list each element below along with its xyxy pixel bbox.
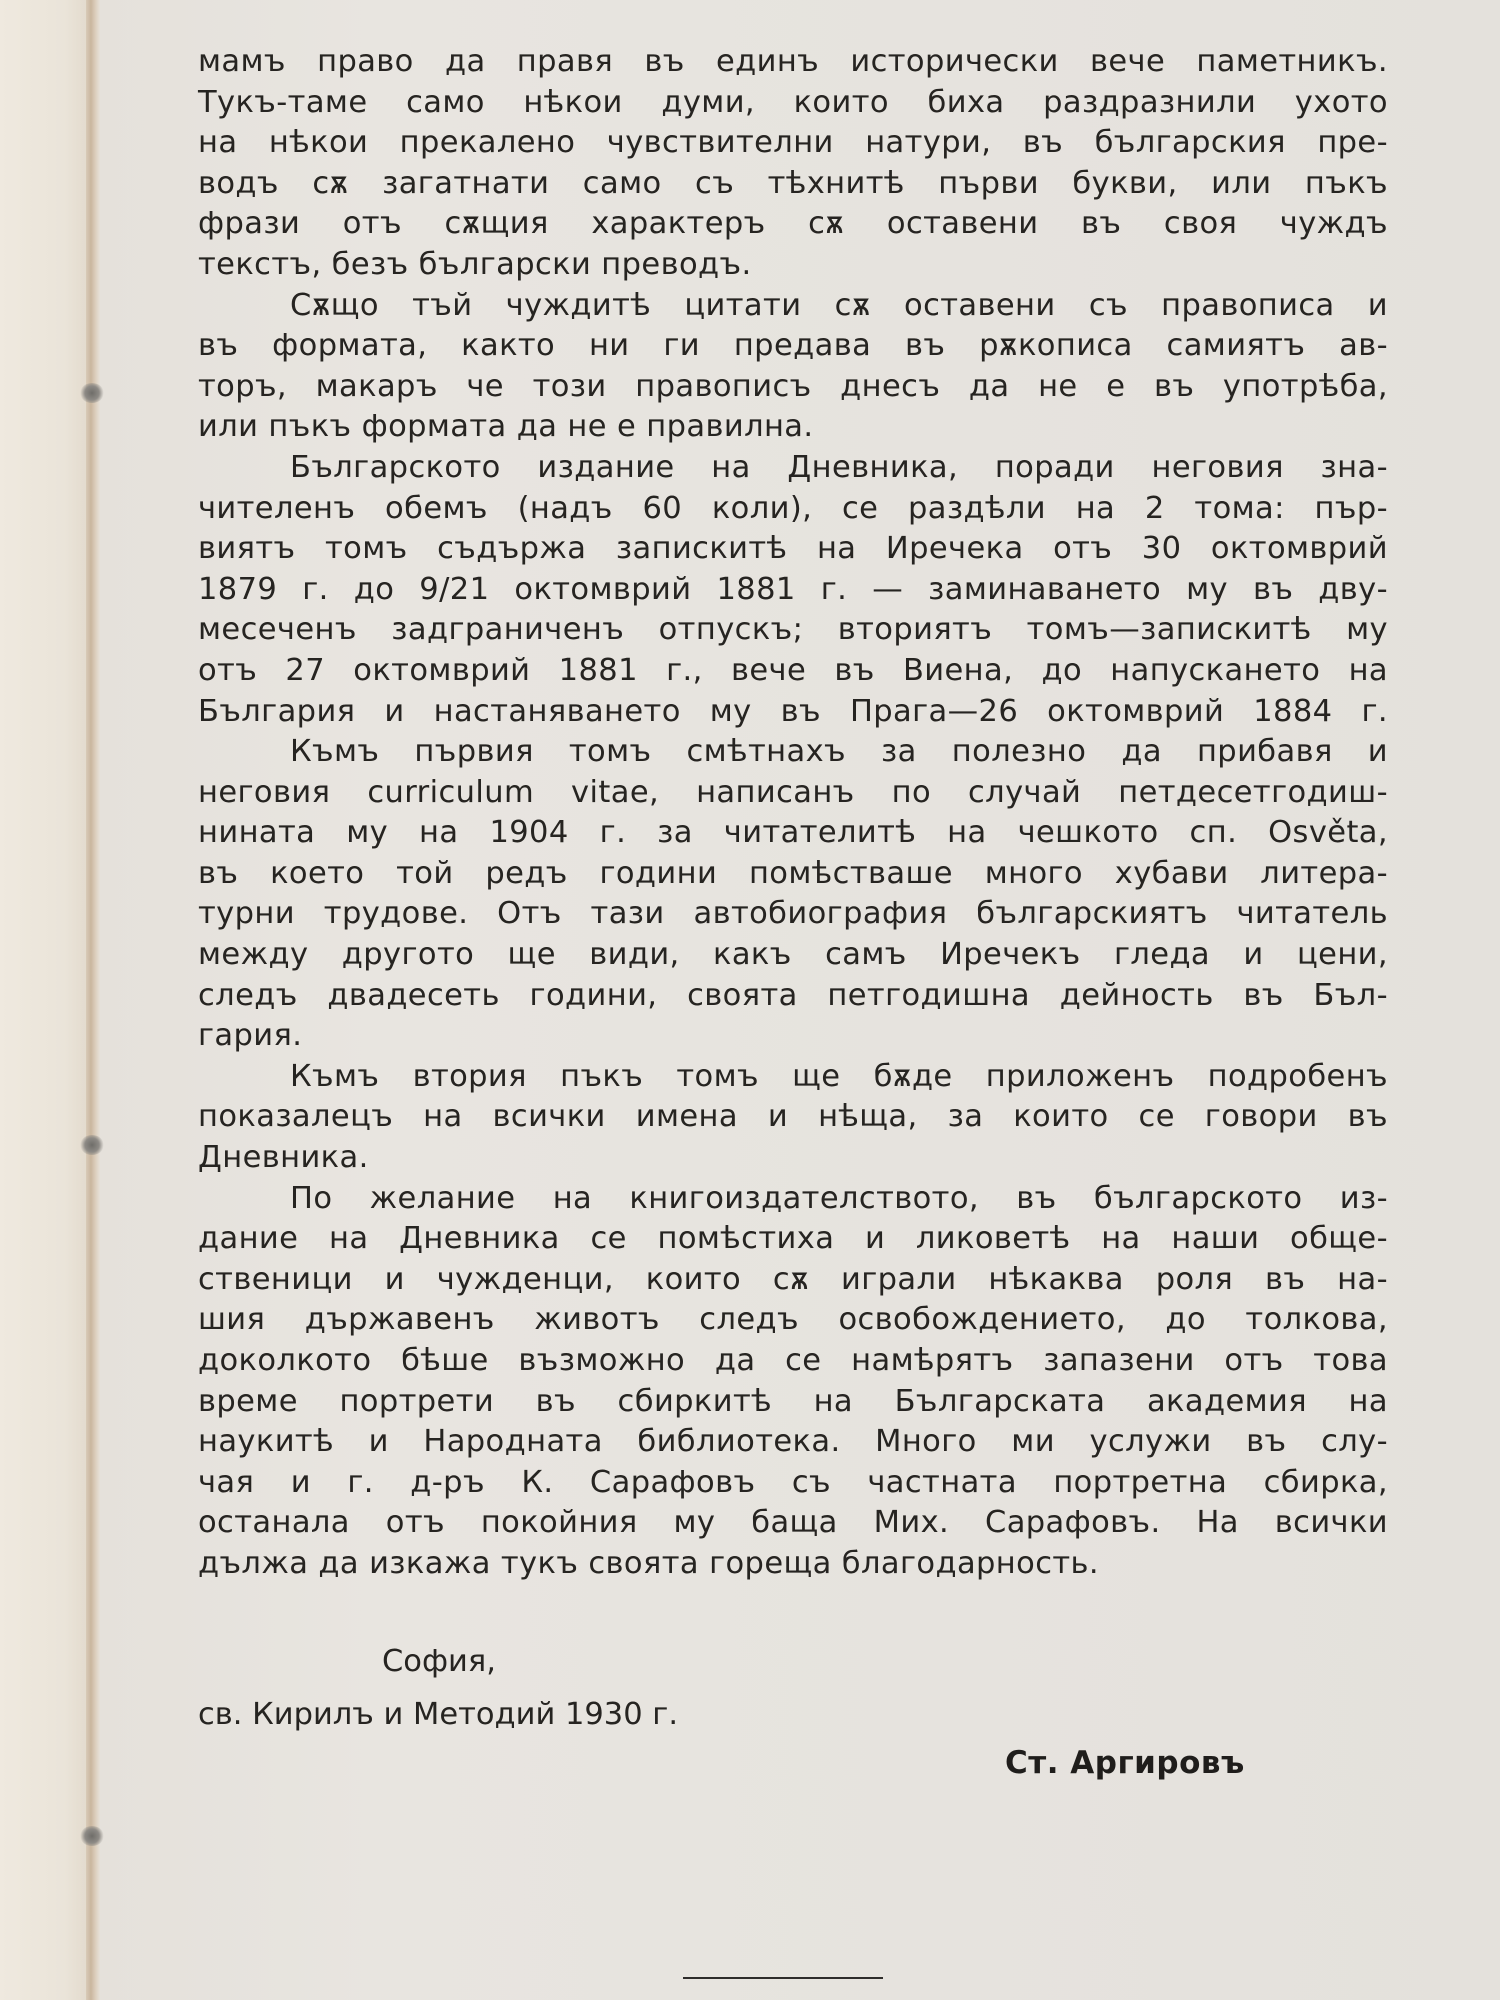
text-line: гария. <box>198 1018 303 1054</box>
text-line: следъ двадесеть години, своята петгодишна дейность въ Бъл- <box>198 977 1388 1013</box>
text-line: турни трудове. Отъ тази автобиография българскиятъ читатель <box>198 896 1388 932</box>
text-line: шия държавенъ животъ следъ освобождението, до толкова, <box>198 1302 1388 1338</box>
body-text <box>198 42 1388 1585</box>
text-line: ственици и чужденци, които сѫ играли нѣкаква роля въ на- <box>198 1261 1388 1297</box>
text-line: показалецъ на всички имена и нѣща, за които се говори въ <box>198 1099 1388 1135</box>
text-line: Тукъ-таме само нѣкои думи, които биха раздразнили ухото <box>198 84 1388 120</box>
book-spine-fold <box>86 0 100 2000</box>
text-line: фрази отъ сѫщия характеръ сѫ оставени въ своя чуждъ <box>198 206 1388 242</box>
text-line: 1879 г. до 9/21 октомврий 1881 г. — заминаването му въ дву- <box>198 571 1388 607</box>
facing-page-edge <box>0 0 92 2000</box>
text-line: торъ, макаръ че този правописъ днесъ да не е въ употрѣба, <box>198 368 1388 404</box>
author-signature: Ст. Аргировъ <box>1005 1745 1245 1781</box>
text-line: водъ сѫ загатнати само съ тѣхнитѣ първи букви, или пъкъ <box>198 165 1388 201</box>
text-line: Къмъ първия томъ смѣтнахъ за полезно да прибавя и <box>290 734 1388 770</box>
binding-stitch-icon <box>80 1826 104 1846</box>
text-line: въ формата, както ни ги предава въ рѫкописа самиятъ ав- <box>198 328 1388 364</box>
closing-date: св. Кирилъ и Методий 1930 г. <box>198 1697 679 1732</box>
text-line: нината му на 1904 г. за читателитѣ на чешкото сп. Osvěta, <box>198 815 1388 851</box>
text-line: между другото ще види, какъ самъ Иречекъ гледа и цени, <box>198 937 1388 973</box>
text-line: въ което той редъ години помѣстваше много хубави литера- <box>198 855 1388 891</box>
text-line: България и настаняването му въ Прага—26 октомврий 1884 г. <box>198 693 1388 729</box>
text-line: дължа да изкажа тукъ своята гореща благодарность. <box>198 1545 1100 1581</box>
text-line: наукитѣ и Народната библиотека. Много ми услужи въ слу- <box>198 1424 1388 1460</box>
text-line: време портрети въ сбиркитѣ на Българската академия на <box>198 1383 1388 1419</box>
text-line: дание на Дневника се помѣстиха и ликоветѣ на наши обще- <box>198 1221 1388 1257</box>
text-line: текстъ, безъ български преводъ. <box>198 246 752 282</box>
text-line: чая и г. д-ръ К. Сарафовъ съ частната портретна сбирка, <box>198 1464 1388 1500</box>
text-line: По желание на книгоиздателството, въ българското из- <box>290 1180 1388 1216</box>
binding-stitch-icon <box>80 383 104 403</box>
text-line: виятъ томъ съдържа запискитѣ на Иречека отъ 30 октомврий <box>198 531 1388 567</box>
page-end-rule <box>683 1977 883 1979</box>
text-line: Българското издание на Дневника, поради неговия зна- <box>290 449 1388 485</box>
text-line: отъ 27 октомврий 1881 г., вече въ Виена, до напускането на <box>198 652 1388 688</box>
text-line: мамъ право да правя въ единъ исторически вече паметникъ. <box>198 44 1388 79</box>
text-line: Сѫщо тъй чуждитѣ цитати сѫ оставени съ правописа и <box>290 287 1388 323</box>
text-line: доколкото бѣше възможно да се намѣрятъ запазени отъ това <box>198 1343 1388 1378</box>
text-line: или пъкъ формата да не е правилна. <box>198 409 814 445</box>
closing-place: София, <box>382 1644 496 1679</box>
text-line: месеченъ задграниченъ отпускъ; вториятъ томъ—запискитѣ му <box>198 612 1388 648</box>
text-line: Къмъ втория пъкъ томъ ще бѫде приложенъ подробенъ <box>290 1058 1388 1094</box>
binding-stitch-icon <box>80 1135 104 1155</box>
text-line: чителенъ обемъ (надъ 60 коли), се раздѣли на 2 тома: пър- <box>198 490 1388 526</box>
text-line: на нѣкои прекалено чувствителни натури, въ българския пре- <box>198 125 1388 161</box>
text-line: неговия curriculum vitae, написанъ по случай петдесетгодиш- <box>198 774 1388 810</box>
text-line: Дневника. <box>198 1140 369 1176</box>
text-line: останала отъ покойния му баща Мих. Сарафовъ. На всички <box>198 1505 1388 1541</box>
